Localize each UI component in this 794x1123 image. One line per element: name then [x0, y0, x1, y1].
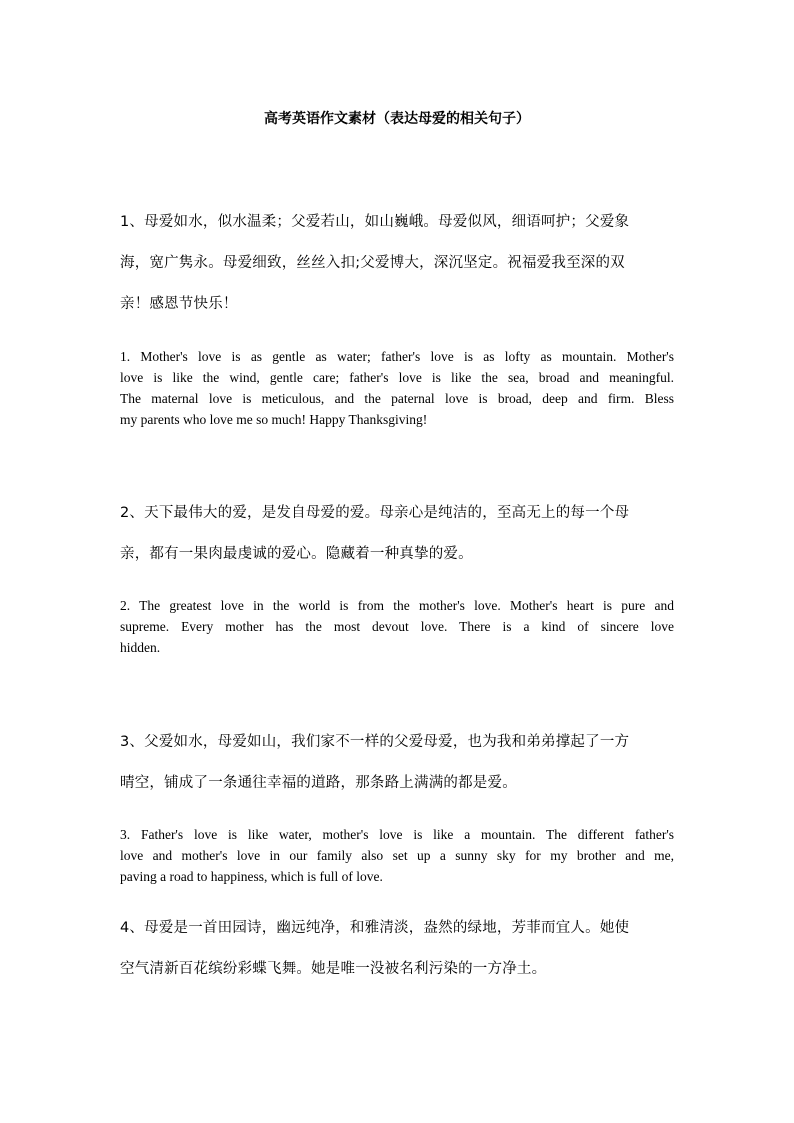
paragraph-1-english — [120, 346, 674, 430]
text-line: 2. The greatest love in the world is from the mother's love. Mother's heart is pure and — [120, 598, 674, 613]
text-line: hidden. — [120, 640, 161, 655]
text-line: 1. Mother's love is as gentle as water; father's love is as lofty as mountain. Mother's — [120, 349, 674, 364]
text-line: 1、母爱如水，似水温柔；父爱若山，如山巍峨。母爱似风，细语呵护；父爱象 — [120, 214, 630, 230]
document-title: 高考英语作文素材（表达母爱的相关句子） — [264, 111, 530, 127]
text-line: love is like the wind, gentle care; father's love is like the sea, broad and meaningful. — [120, 370, 674, 385]
text-line: 亲！感恩节快乐！ — [120, 296, 238, 312]
text-line: 空气清新百花缤纷彩蝶飞舞。她是唯一没被名利污染的一方净土。 — [120, 961, 547, 977]
text-line: love and mother's love in our family also set up a sunny sky for my brother and me, — [120, 848, 674, 863]
paragraph-1-chinese — [120, 202, 676, 325]
text-line: my parents who love me so much! Happy Thanksgiving! — [120, 412, 428, 427]
text-line: 3. Father's love is like water, mother's love is like a mountain. The different father's — [120, 827, 674, 842]
paragraph-3-chinese — [120, 722, 676, 804]
paragraph-3-english — [120, 824, 674, 887]
paragraph-2-chinese — [120, 493, 676, 575]
text-line: 4、母爱是一首田园诗，幽远纯净，和雅清淡，盎然的绿地，芳菲而宜人。她使 — [120, 920, 630, 936]
paragraph-4-chinese — [120, 908, 676, 990]
text-line: The maternal love is meticulous, and the paternal love is broad, deep and firm. Bless — [120, 391, 674, 406]
text-line: 2、天下最伟大的爱，是发自母爱的爱。母亲心是纯洁的，至高无上的每一个母 — [120, 505, 630, 521]
text-line: 晴空，铺成了一条通往幸福的道路，那条路上满满的都是爱。 — [120, 775, 517, 791]
text-line: 亲，都有一果肉最虔诚的爱心。隐藏着一种真挚的爱。 — [120, 546, 473, 562]
text-line: supreme. Every mother has the most devout love. There is a kind of sincere love — [120, 619, 674, 634]
text-line: 3、父爱如水，母爱如山，我们家不一样的父爱母爱，也为我和弟弟撑起了一方 — [120, 734, 630, 750]
text-line: paving a road to happiness, which is full of love. — [120, 869, 383, 884]
text-line: 海，宽广隽永。母爱细致，丝丝入扣;父爱博大，深沉坚定。祝福爱我至深的双 — [120, 255, 625, 271]
paragraph-2-english — [120, 595, 674, 658]
